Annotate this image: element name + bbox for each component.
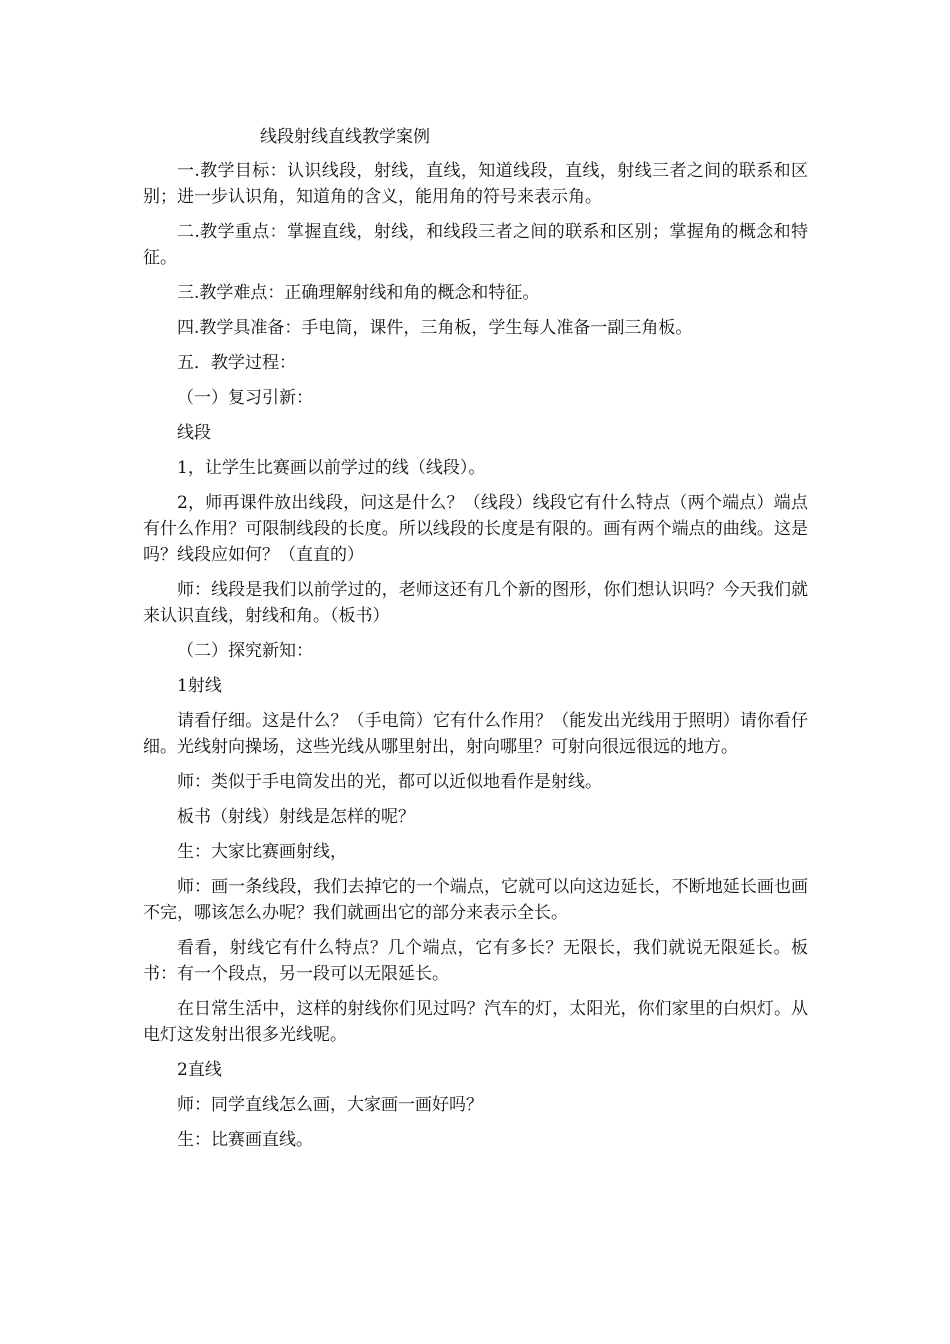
paragraph-student-line: 生：比赛画直线。 [177, 1130, 313, 1150]
paragraph-line-heading: 2直线 [177, 1060, 222, 1080]
paragraph-objectives: 一.教学目标：认识线段，射线，直线，知道线段，直线，射线三者之间的联系和区别；进一步认识角，知道角的含义，能用角的符号来表示角。 [143, 161, 808, 207]
paragraph-teacher-intro: 师：线段是我们以前学过的，老师这还有几个新的图形，你们想认识吗？今天我们就来认识直线，射线和角。（板书） [143, 580, 808, 626]
paragraph-ray-features: 看看，射线它有什么特点？几个端点，它有多长？无限长，我们就说无限延长。板书：有一个段点，另一段可以无限延长。 [143, 938, 808, 984]
paragraph-key-points: 二.教学重点：掌握直线，射线，和线段三者之间的联系和区别；掌握角的概念和特征。 [143, 222, 808, 268]
paragraph-teacher-ray: 师：类似于手电筒发出的光，都可以近似地看作是射线。 [177, 772, 602, 792]
paragraph-teacher-draw: 师：画一条线段，我们去掉它的一个端点，它就可以向这边延长，不断地延长画也画不完，哪该怎么办呢？我们就画出它的部分来表示全长。 [143, 877, 808, 923]
paragraph-review-heading: （一）复习引新： [177, 388, 313, 408]
paragraph-student-ray: 生：大家比赛画射线， [177, 842, 347, 862]
paragraph-process-heading: 五．教学过程： [177, 353, 296, 373]
paragraph-step-1: 1，让学生比赛画以前学过的线（线段）。 [177, 458, 486, 478]
document-title: 线段射线直线教学案例 [260, 127, 430, 147]
paragraph-ray-heading: 1射线 [177, 676, 222, 696]
paragraph-daily-life: 在日常生活中，这样的射线你们见过吗？汽车的灯，太阳光，你们家里的白炽灯。从电灯这发射出很多光线呢。 [143, 999, 808, 1045]
paragraph-difficulties: 三.教学难点：正确理解射线和角的概念和特征。 [177, 283, 540, 303]
paragraph-step-2: 2，师再课件放出线段，问这是什么？（线段）线段它有什么特点（两个端点）端点有什么作用？可限制线段的长度。所以线段的长度是有限的。画有两个端点的曲线。这是吗？线段应如何？（直直的） [143, 493, 808, 565]
document-body [143, 124, 808, 1162]
paragraph-segment-heading: 线段 [177, 423, 211, 443]
paragraph-teacher-line: 师：同学直线怎么画，大家画一画好吗？ [177, 1095, 483, 1115]
paragraph-board-ray: 板书（射线）射线是怎样的呢？ [177, 807, 415, 827]
paragraph-materials: 四.教学具准备：手电筒，课件，三角板，学生每人准备一副三角板。 [177, 318, 693, 338]
paragraph-flashlight: 请看仔细。这是什么？（手电筒）它有什么作用？（能发出光线用于照明）请你看仔细。光线射向操场，这些光线从哪里射出，射向哪里？可射向很远很远的地方。 [143, 711, 808, 757]
paragraph-explore-heading: （二）探究新知： [177, 641, 313, 661]
